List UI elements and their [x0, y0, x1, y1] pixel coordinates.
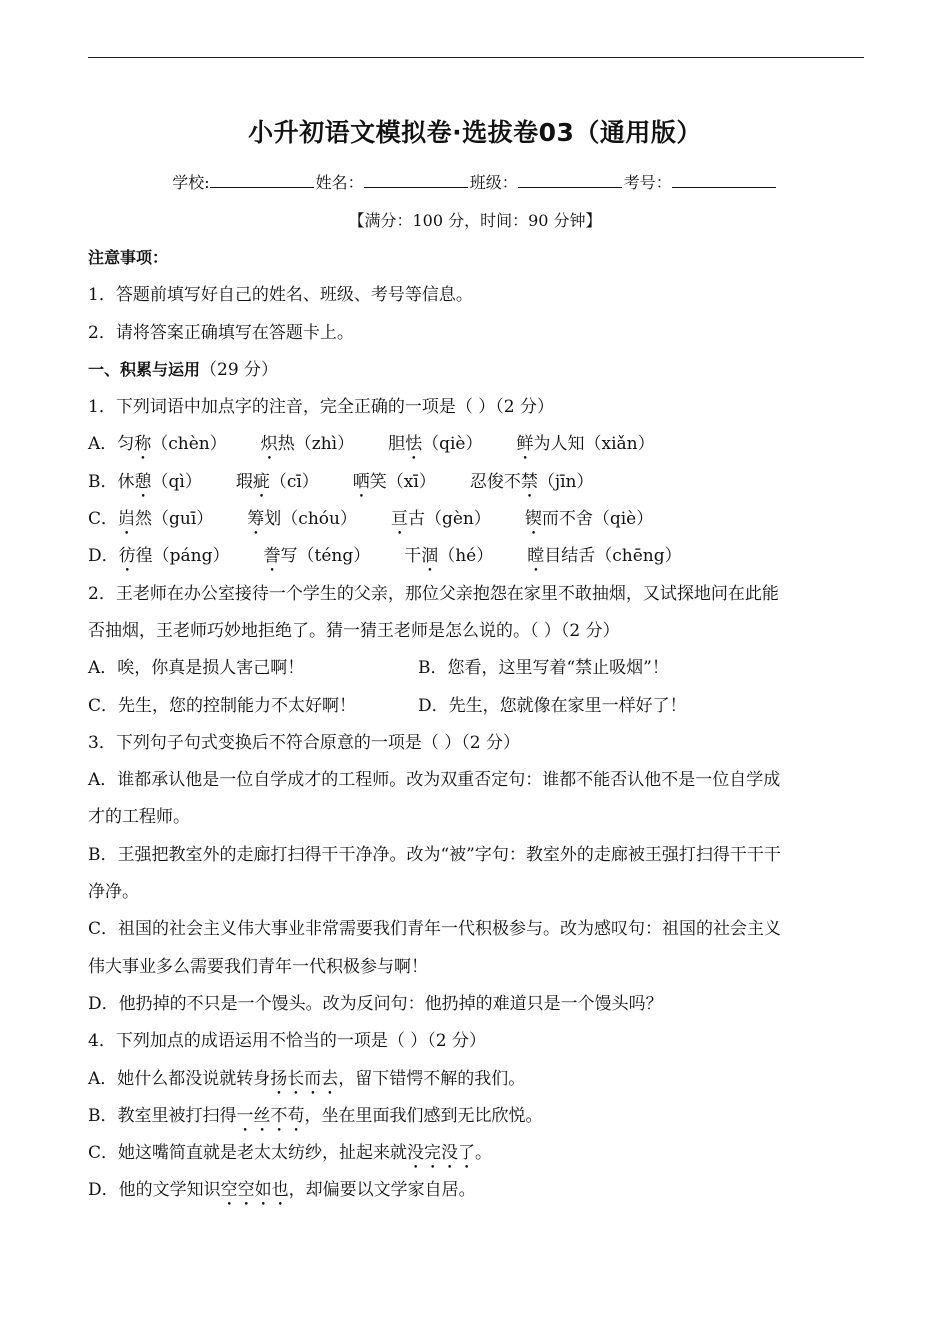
exam-content	[88, 243, 864, 1213]
exam-number-label: 考号：	[623, 173, 672, 192]
score-info: 【满分：100 分，时间：90 分钟】	[348, 211, 602, 230]
q3-option-c-cont: 伟大事业多么需要我们青年一代积极参与啊！	[88, 956, 428, 977]
word: 炽热（zhì）	[260, 434, 355, 455]
q4-option-d: D．他的文学知识空空如也，却偏要以文学家自居。	[88, 1180, 476, 1201]
option-label: A．	[88, 434, 118, 455]
notes-heading: 注意事项：	[88, 248, 169, 267]
word: 干涸（hé）	[404, 546, 494, 567]
section-points: （29 分）	[200, 359, 279, 380]
option-label: B．	[88, 471, 118, 492]
q2-option-d: D．先生，您就像在家里一样好了！	[418, 695, 687, 716]
question-2-stem-cont: 否抽烟，王老师巧妙地拒绝了。猜一猜王老师是怎么说的。（ ）（2 分）	[88, 620, 620, 641]
notes-item: 1．答题前填写好自己的姓名、班级、考号等信息。	[88, 285, 473, 306]
question-2-stem: 2．王老师在办公室接待一个学生的父亲，那位父亲抱怨在家里不敢抽烟，又试探地问在此能	[88, 583, 779, 604]
word: 忍俊不禁（jīn）	[469, 471, 594, 492]
q4-option-b: B．教室里被打扫得一丝不苟，坐在里面我们感到无比欣悦。	[88, 1105, 543, 1126]
name-field[interactable]	[364, 173, 468, 188]
q2-option-a: A．唉，你真是损人害己啊！	[88, 658, 305, 679]
q3-option-a: A．谁都承认他是一位自学成才的工程师。改为双重否定句：谁都不能否认他不是一位自学成	[88, 770, 781, 791]
word: 休憩（qì）	[117, 471, 202, 492]
option-label: C．	[88, 509, 119, 530]
word: 哂笑（xī）	[352, 471, 436, 492]
notes-item: 2．请将答案正确填写在答题卡上。	[88, 322, 354, 343]
student-info-line	[0, 170, 950, 193]
class-field[interactable]	[518, 173, 622, 188]
question-1-stem: 1．下列词语中加点字的注音，完全正确的一项是（ ）（2 分）	[88, 397, 554, 418]
word: 瑕疵（cī）	[235, 471, 319, 492]
q3-option-b: B．王强把教室外的走廊打扫得干干净净。改为“被”字句：教室外的走廊被王强打扫得干干干	[88, 844, 781, 865]
word: 匀称（chèn）	[117, 434, 227, 455]
word: 亘古（gèn）	[390, 509, 491, 530]
q3-option-a-cont: 才的工程师。	[88, 807, 190, 828]
word: 鲜为人知（xiǎn）	[516, 434, 655, 455]
header-rule	[88, 57, 864, 58]
dotted-idiom: 没完没了	[407, 1143, 476, 1164]
word: 岿然（guī）	[118, 509, 214, 530]
q1-option-d	[88, 541, 864, 578]
q1-option-a	[88, 429, 864, 466]
question-3-stem: 3．下列句子句式变换后不符合原意的一项是（ ）（2 分）	[88, 732, 520, 753]
dotted-idiom: 扬长而去	[270, 1068, 339, 1089]
page-title: 小升初语文模拟卷·选拔卷03（通用版）	[248, 118, 702, 147]
school-label: 学校:	[172, 173, 210, 192]
q3-option-b-cont: 净净。	[88, 882, 139, 903]
word: 锲而不舍（qiè）	[524, 509, 654, 530]
q2-option-b: B．您看，这里写着“禁止吸烟”！	[418, 658, 669, 679]
question-4-stem: 4．下列加点的成语运用不恰当的一项是（ ）（2 分）	[88, 1031, 486, 1052]
name-label: 姓名：	[315, 173, 364, 192]
q2-options-cd	[88, 691, 864, 728]
section-title: 一、积累与运用	[88, 359, 201, 379]
word: 筹划（chóu）	[247, 509, 357, 530]
q2-options-ab	[88, 653, 864, 690]
q4-option-c: C．她这嘴简直就是老太太纺纱，扯起来就没完没了。	[88, 1143, 493, 1164]
dotted-idiom: 空空如也	[220, 1180, 289, 1201]
section-heading	[88, 355, 864, 392]
class-label: 班级：	[469, 173, 518, 192]
option-label: D．	[88, 546, 119, 567]
exam-number-field[interactable]	[672, 173, 776, 188]
q3-option-c: C．祖国的社会主义伟大事业非常需要我们青年一代积极参与。改为感叹句：祖国的社会主义	[88, 919, 782, 940]
school-field[interactable]	[210, 173, 314, 188]
q3-option-d: D．他扔掉的不只是一个馒头。改为反问句：他扔掉的难道只是一个馒头吗？	[88, 993, 663, 1014]
dotted-idiom: 一丝不苟	[236, 1105, 305, 1126]
q1-option-c	[88, 504, 864, 541]
word: 胆怯（qiè）	[388, 434, 483, 455]
word: 瞠目结舌（chēng）	[527, 546, 682, 567]
q4-option-a: A．她什么都没说就转身扬长而去，留下错愕不解的我们。	[88, 1068, 526, 1089]
q2-option-c: C．先生，您的控制能力不太好啊！	[88, 695, 357, 716]
q1-option-b	[88, 467, 864, 504]
word: 誊写（téng）	[263, 546, 371, 567]
word: 彷徨（páng）	[118, 546, 230, 567]
